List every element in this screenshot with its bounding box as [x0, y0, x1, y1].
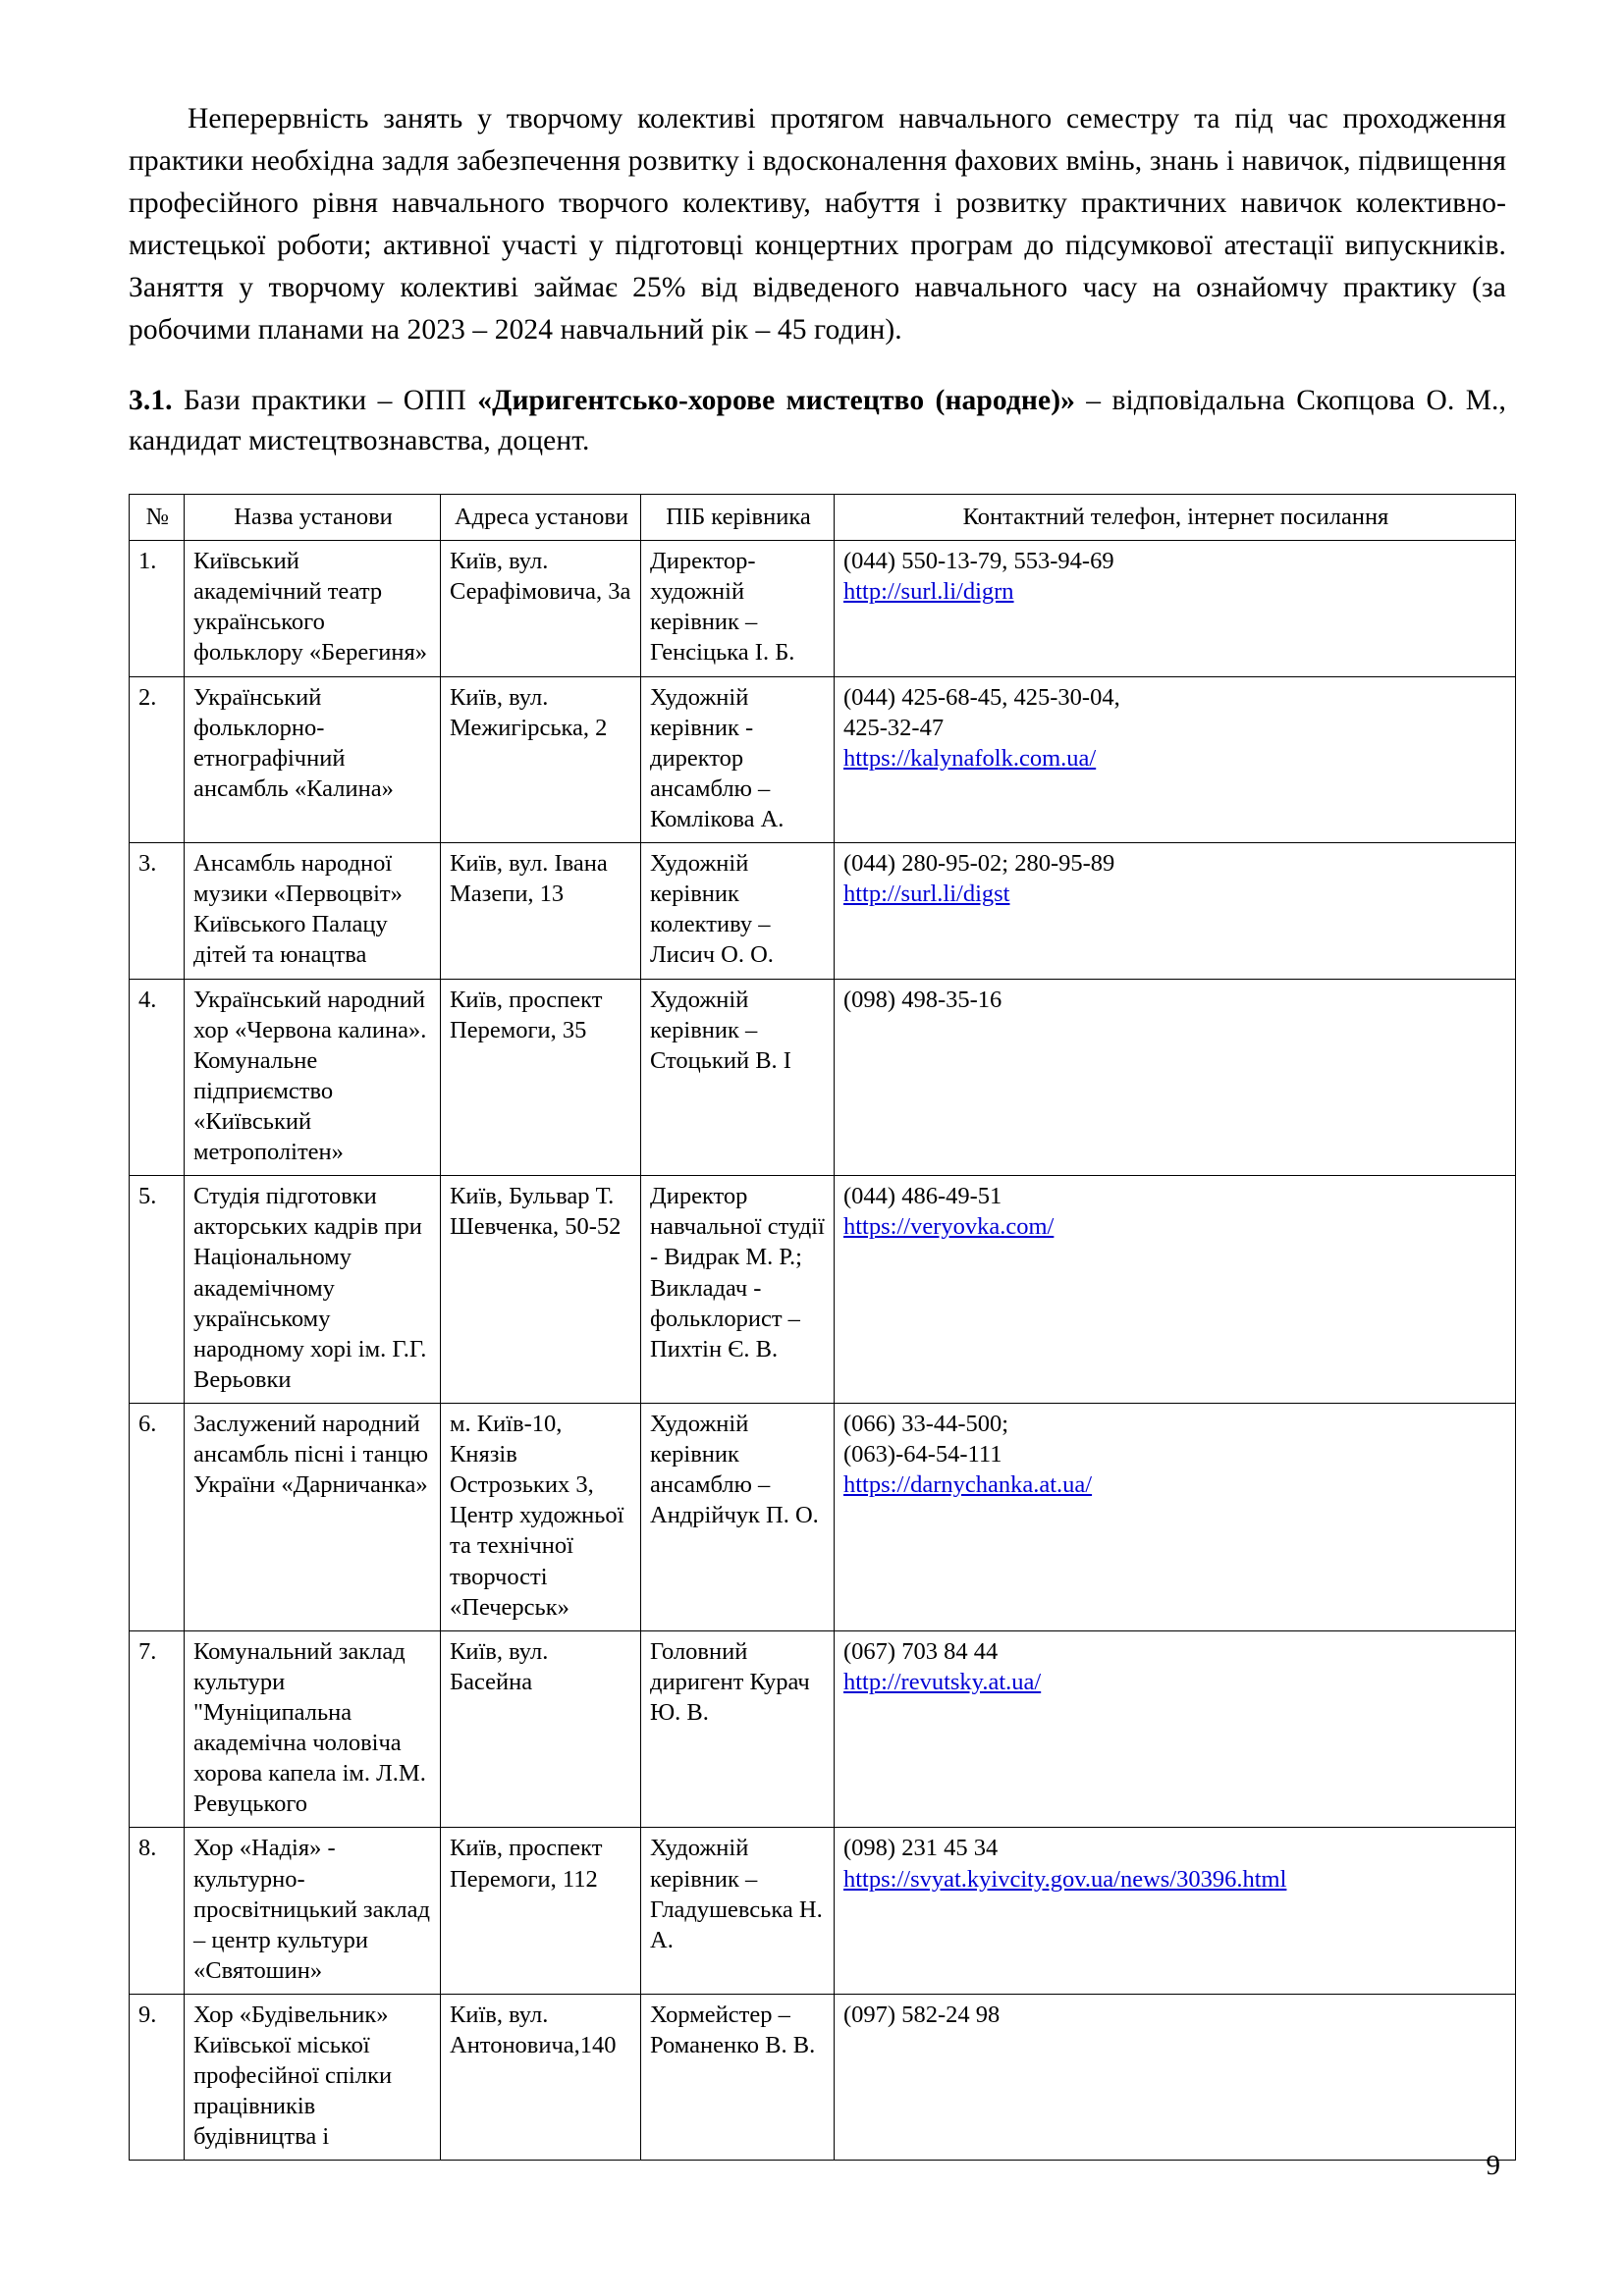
contact-phone: 425-32-47	[843, 714, 945, 741]
cell-manager-name: Художній керівник – Стоцький В. І	[641, 979, 835, 1176]
column-header-manager-name: ПІБ керівника	[641, 495, 835, 541]
column-header-institution-address: Адреса установи	[441, 495, 641, 541]
contact-phone: (098) 231 45 34	[843, 1835, 999, 1862]
cell-institution-name: Хор «Надія» - культурно-просвітницький заклад – центр культури «Святошин»	[185, 1828, 441, 1995]
table-row	[130, 541, 1516, 676]
table-header	[130, 495, 1516, 541]
section-dash: –	[1086, 384, 1102, 416]
section-lead: Бази практики – ОПП	[183, 384, 466, 416]
cell-institution-address: Київ, вул. Межигірська, 2	[441, 676, 641, 843]
cell-institution-name: Київський академічний театр українського фольклору «Берегиня»	[185, 541, 441, 676]
cell-manager-name: Художній керівник – Гладушевська Н. А.	[641, 1828, 835, 1995]
cell-manager-name: Художній керівник колективу – Лисич О. О.	[641, 843, 835, 979]
cell-contact	[835, 1828, 1516, 1995]
contact-phone: (097) 582-24 98	[843, 2001, 1001, 2028]
contact-phone: (044) 550-13-79, 553-94-69	[843, 548, 1114, 575]
table-header-row	[130, 495, 1516, 541]
cell-contact	[835, 843, 1516, 979]
cell-institution-address: Київ, проспект Перемоги, 112	[441, 1828, 641, 1995]
contact-phone: (067) 703 84 44	[843, 1637, 999, 1665]
cell-institution-address: Київ, вул. Івана Мазепи, 13	[441, 843, 641, 979]
cell-contact	[835, 1403, 1516, 1630]
contact-link[interactable]: http://surl.li/digst	[843, 881, 1010, 908]
section-heading	[129, 381, 1506, 463]
cell-manager-name: Хормейстер – Романенко В. В.	[641, 1994, 835, 2161]
cell-manager-name: Директор-художній керівник – Генсіцька І. Б.	[641, 541, 835, 676]
table-row	[130, 1630, 1516, 1828]
page-number: 9	[1486, 2150, 1500, 2181]
contact-phone: (044) 486-49-51	[843, 1183, 1002, 1210]
column-header-number: №	[130, 495, 185, 541]
cell-institution-name: Комунальний заклад культури "Муніципальна академічна чоловіча хорова капела ім. Л.М. Ревуцького	[185, 1630, 441, 1828]
cell-institution-name: Хор «Будівельник» Київської міської професійної спілки працівників будівництва і	[185, 1994, 441, 2161]
contact-phone: (066) 33-44-500;	[843, 1410, 1009, 1437]
cell-row-number: 6.	[130, 1403, 185, 1630]
contact-link[interactable]: http://revutsky.at.ua/	[843, 1668, 1042, 1695]
contact-link[interactable]: https://kalynafolk.com.ua/	[843, 744, 1097, 772]
intro-paragraph: Неперервність занять у творчому колективі протягом навчального семестру та під час проходження практики необхідна задля забезпечення розвитку і вдосконалення фахових вмінь, знань і навичок, підвищення професійного рівня навчального творчого колективу, набуття і розвитку практичних навичок колективно-мистецької роботи; активної участі у підготовці концертних програм до підсумкової атестації випускників. Заняття у творчому колективі займає 25% від відведеного навчального часу на ознайомчу практику (за робочими планами на 2023 – 2024 навчальний рік – 45 годин).	[129, 103, 1506, 346]
cell-institution-address: Київ, вул. Басейна	[441, 1630, 641, 1828]
contact-phone: (044) 425-68-45, 425-30-04,	[843, 683, 1120, 711]
cell-row-number: 9.	[130, 1994, 185, 2161]
cell-manager-name: Головний диригент Курач Ю. В.	[641, 1630, 835, 1828]
column-header-contact: Контактний телефон, інтернет посилання	[835, 495, 1516, 541]
contact-link[interactable]: https://svyat.kyivcity.gov.ua/news/30396.html	[843, 1865, 1287, 1893]
contact-link[interactable]: https://veryovka.com/	[843, 1213, 1055, 1241]
cell-institution-address: Київ, вул. Серафімовича, 3а	[441, 541, 641, 676]
contact-phone: (098) 498-35-16	[843, 986, 1002, 1013]
cell-contact	[835, 541, 1516, 676]
contact-link[interactable]: http://surl.li/digrn	[843, 578, 1014, 606]
practice-bases-table	[129, 494, 1516, 2161]
cell-row-number: 8.	[130, 1828, 185, 1995]
contact-link[interactable]: https://darnychanka.at.ua/	[843, 1471, 1093, 1499]
cell-institution-name: Ансамбль народної музики «Первоцвіт» Київського Палацу дітей та юнацтва	[185, 843, 441, 979]
cell-manager-name: Художній керівник ансамблю – Андрійчук П. О.	[641, 1403, 835, 1630]
table-body	[130, 541, 1516, 2161]
cell-institution-address: м. Київ-10, Князів Острозьких 3, Центр художньої та технічної творчості «Печерськ»	[441, 1403, 641, 1630]
cell-institution-name: Заслужений народний ансамбль пісні і танцю України «Дарничанка»	[185, 1403, 441, 1630]
cell-row-number: 4.	[130, 979, 185, 1176]
cell-institution-address: Київ, Бульвар Т. Шевченка, 50-52	[441, 1176, 641, 1404]
table-row	[130, 843, 1516, 979]
cell-manager-name: Директор навчальної студії - Видрак М. Р.; Викладач - фольклорист – Пихтін Є. В.	[641, 1176, 835, 1404]
table-row	[130, 1828, 1516, 1995]
contact-phone: (044) 280-95-02; 280-95-89	[843, 850, 1115, 878]
cell-institution-address: Київ, проспект Перемоги, 35	[441, 979, 641, 1176]
cell-institution-name: Український народний хор «Червона калина». Комунальне підприємство «Київський метрополітен»	[185, 979, 441, 1176]
cell-contact	[835, 1994, 1516, 2161]
table-row	[130, 1994, 1516, 2161]
table-row	[130, 1403, 1516, 1630]
cell-institution-name: Український фольклорно-етнографічний ансамбль «Калина»	[185, 676, 441, 843]
section-opp-title: «Диригентсько-хорове мистецтво (народне)»	[477, 384, 1075, 416]
cell-row-number: 1.	[130, 541, 185, 676]
cell-contact	[835, 1630, 1516, 1828]
contact-phone: (063)-64-54-111	[843, 1441, 1002, 1468]
table-row	[130, 979, 1516, 1176]
cell-row-number: 3.	[130, 843, 185, 979]
section-responsible: відповідальна Скопцова О. М., кандидат мистецтвознавства, доцент.	[129, 384, 1506, 457]
cell-contact	[835, 676, 1516, 843]
section-number: 3.1.	[129, 384, 173, 416]
cell-institution-address: Київ, вул. Антоновича,140	[441, 1994, 641, 2161]
table-row	[130, 676, 1516, 843]
column-header-institution-name: Назва установи	[185, 495, 441, 541]
cell-row-number: 7.	[130, 1630, 185, 1828]
cell-contact	[835, 1176, 1516, 1404]
cell-contact	[835, 979, 1516, 1176]
table-row	[130, 1176, 1516, 1404]
cell-row-number: 2.	[130, 676, 185, 843]
cell-manager-name: Художній керівник - директор ансамблю – Комлікова А.	[641, 676, 835, 843]
cell-institution-name: Студія підготовки акторських кадрів при Національному академічному українському народному хорі ім. Г.Г. Верьовки	[185, 1176, 441, 1404]
cell-row-number: 5.	[130, 1176, 185, 1404]
